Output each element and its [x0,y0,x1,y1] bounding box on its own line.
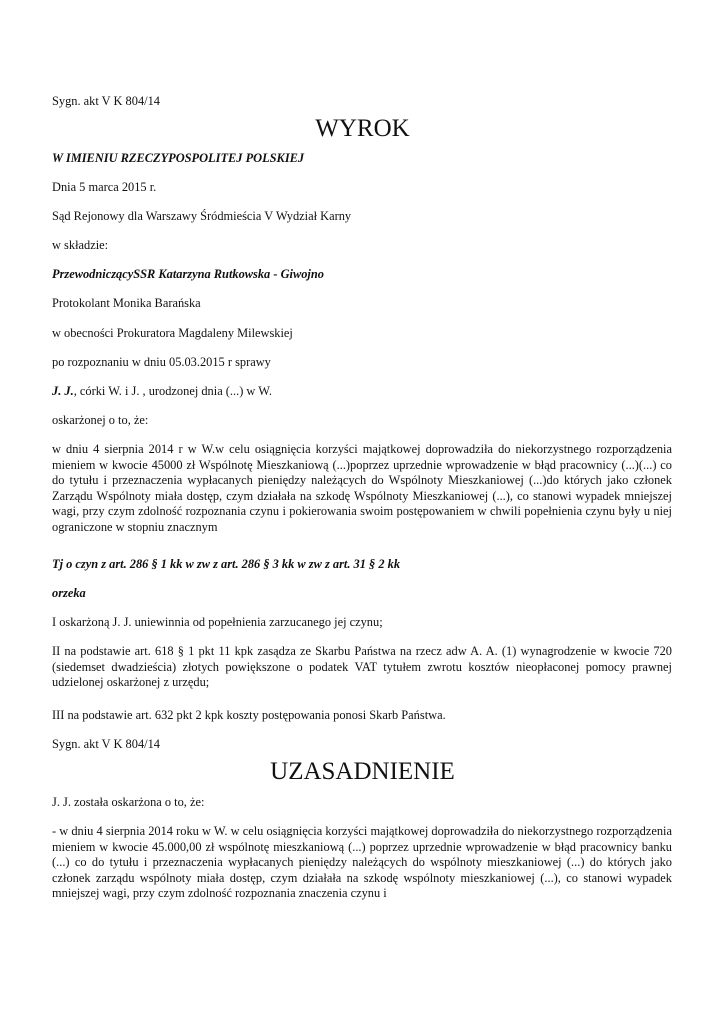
justification-text: - w dniu 4 sierpnia 2014 roku w W. w celu osiągnięcia korzyści majątkowej doprowadziła do niekorzystnego rozporządzenia mieniem w kwocie 45.000,00 zł wspólnotę mieszkaniową (...) poprzez uprzednie wprowadzenie w błąd pracownicy banku (...) co do tytułu i przeznaczenia wypłacanych pieniędzy należących do wspólnoty mieszkaniowej (...) do których jako członek zarządu wspólnoty miała dostęp, czym działała na szkodę wspólnoty mieszkaniowej (...), co stanowi wypadek mniejszej wagi, przy czym zdolność rozpoznania znaczenia czynu i [52,824,672,901]
court-name: Sąd Rejonowy dla Warszawy Śródmieścia V Wydział Karny [52,209,352,223]
case-number: Sygn. akt V K 804/14 [52,94,160,108]
prosecutor: w obecności Prokuratora Magdaleny Milewskiej [52,326,293,340]
verdict-title: WYROK [315,115,410,142]
ruling-heading: orzeka [52,586,86,600]
legal-basis: Tj o czyn z art. 286 § 1 kk w zw z art. 286 § 3 kk w zw z art. 31 § 2 kk [52,557,401,571]
defendant-initials: J. J. [52,384,74,398]
charge-text: w dniu 4 sierpnia 2014 r w W.w celu osiągnięcia korzyści majątkowej doprowadziła do niekorzystnego rozporządzenia mieniem w kwocie 45000 zł Wspólnotę Mieszkaniową (...)poprzez uprzednie wprowadzenie w błąd pracownicy (...)(...) co do tytułu i przeznaczenia wypłacanych pieniędzy należących do Wspólnoty Mieszkaniowej (...)do których jako członek Zarządu Wspólnoty miała dostęp, czym działała na szkodę Wspólnoty Mieszkaniowej (...), co stanowi wypadek mniejszej wagi, przy czym zdolność rozpoznania czynu i pokierowania swoim postępowaniem w chwili popełnienia czynu były u niej ograniczone w stopniu znacznym [52,442,672,534]
ruling-point-2: II na podstawie art. 618 § 1 pkt 11 kpk zasądza ze Skarbu Państwa na rzecz adw A. A. (1) wynagrodzenie w kwocie 720 (siedemset dwadzieścia) złotych powiększone o podatek VAT tytułem zwrotu kosztów nieopłaconej pomocy prawnej udzielonej oskarżonej z urzędu; [52,644,672,690]
charge-intro: oskarżonej o to, że: [52,413,149,427]
verdict-date: Dnia 5 marca 2015 r. [52,180,157,194]
court-clerk: Protokolant Monika Barańska [52,296,201,310]
hearing-info: po rozpoznaniu w dniu 05.03.2015 r sprawy [52,355,271,369]
in-name-of-republic: W IMIENIU RZECZYPOSPOLITEJ POLSKIEJ [52,151,305,165]
ruling-point-3: III na podstawie art. 632 pkt 2 kpk koszty postępowania ponosi Skarb Państwa. [52,708,446,722]
composition-label: w składzie: [52,238,109,252]
presiding-judge: PrzewodniczącySSR Katarzyna Rutkowska - Giwojno [52,267,324,281]
justification-title: UZASADNIENIE [270,758,455,785]
defendant-details: , córki W. i J. , urodzonej dnia (...) w W. [73,384,272,398]
case-number-2: Sygn. akt V K 804/14 [52,737,160,751]
defendant-line [52,384,672,400]
justification-intro: J. J. została oskarżona o to, że: [52,795,205,809]
ruling-point-1: I oskarżoną J. J. uniewinnia od popełnienia zarzucanego jej czynu; [52,615,383,629]
